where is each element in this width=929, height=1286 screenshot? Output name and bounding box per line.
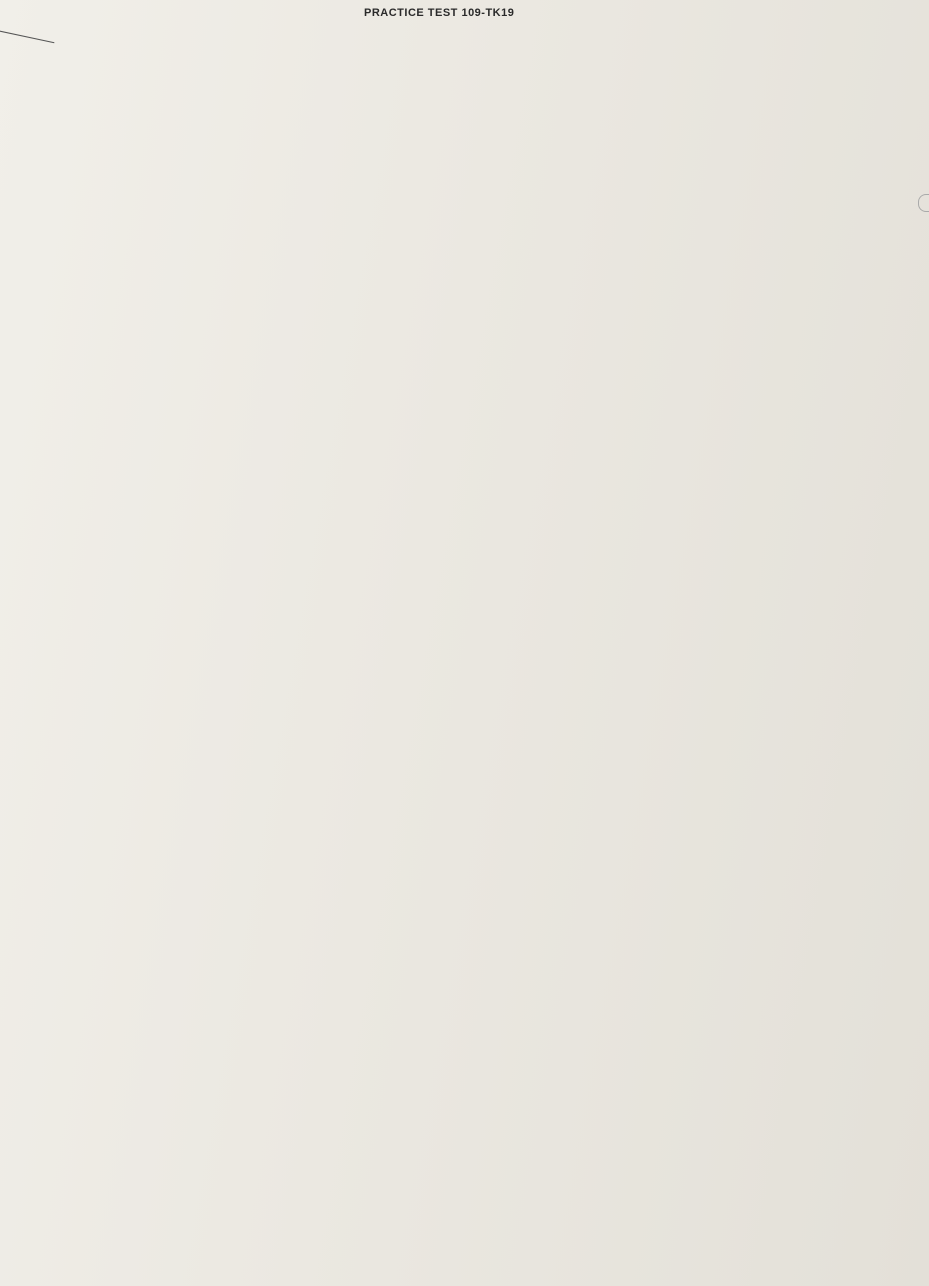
test-title: PRACTICE TEST 109-TK19 bbox=[364, 7, 515, 19]
page-tab-mark bbox=[918, 194, 929, 212]
paper-edge bbox=[0, 0, 61, 43]
